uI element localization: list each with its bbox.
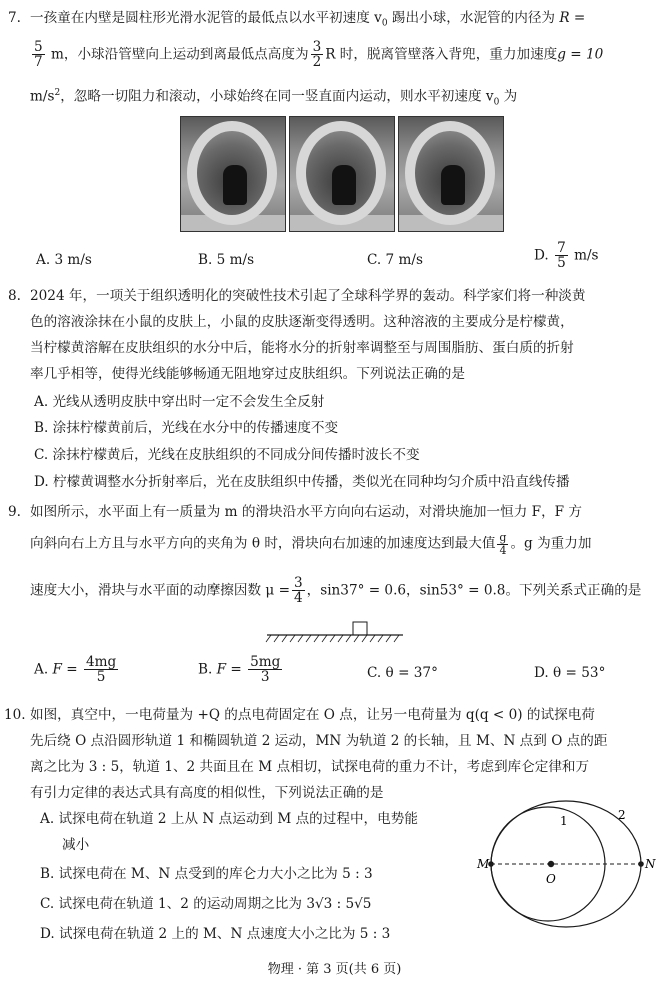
option-a[interactable]: A. 试探电荷在轨道 2 上从 N 点运动到 M 点的过程中，电势能: [40, 811, 418, 827]
question-number: 10.: [4, 707, 26, 723]
fraction: $\frac{4mg}{5}$: [85, 654, 117, 686]
question-text-line: 一孩童在内壁是圆柱形光滑水泥管的最低点以水平初速度 $v_0$ 踢出小球，水泥管的内径为 R =: [30, 10, 586, 29]
slider-block: [353, 622, 367, 635]
question-text-line: 率几乎相等，使得光线能够畅通无阻地穿过皮肤组织。下列说法正确的是: [30, 366, 465, 382]
question-text-line: 2024 年，一项关于组织透明化的突破性技术引起了全球科学界的轰动。科学家们将一种淡黄: [30, 288, 586, 304]
point-o: [548, 861, 554, 867]
question-number: 7.: [8, 10, 21, 26]
option-d[interactable]: D. 试探电荷在轨道 2 上的 M、N 点速度大小之比为 5 : 3: [40, 926, 391, 942]
orbit-diagram: [474, 796, 666, 938]
label-o: O: [546, 872, 556, 886]
question-text-line: 当柠檬黄溶解在皮肤组织的水分中后，能将水分的折射率调整至与周围脂肪、蛋白质的折射: [30, 340, 574, 356]
question-text-line: 离之比为 3 : 5，轨道 1、2 共面且在 M 点相切，试探电荷的重力不计，考虑到库仑定律和万: [30, 759, 590, 775]
photo-kid-in-pipe: [398, 116, 504, 232]
option-c[interactable]: C. θ = 37°: [367, 665, 438, 681]
fraction: $\frac{5mg}{3}$: [250, 654, 281, 686]
fraction: $\frac{5}{7}$: [34, 39, 43, 71]
question-text-line: 有引力定律的表达式具有高度的相似性，下列说法正确的是: [30, 785, 384, 801]
fraction: $\frac{3}{2}$: [312, 39, 322, 71]
question-text-line: 速度大小，滑块与水平面的动摩擦因数 μ = $\frac{3}{4}$ ，sin37° = 0.6，sin53° = 0.8。下列关系式正确的是: [30, 575, 642, 607]
photo-kid-in-pipe: [289, 116, 395, 232]
page-footer: 物理 · 第 3 页(共 6 页): [267, 962, 402, 977]
option-b[interactable]: B. 试探电荷在 M、N 点受到的库仑力大小之比为 5 : 3: [40, 866, 373, 882]
block-on-surface-diagram: [265, 618, 405, 646]
option-c[interactable]: C. 试探电荷在轨道 1、2 的运动周期之比为 3√3 : 5√5: [40, 896, 372, 912]
label-m: M: [477, 857, 490, 871]
question-number: 8.: [8, 288, 21, 304]
option-a[interactable]: A. 光线从透明皮肤中穿出时一定不会发生全反射: [34, 394, 325, 410]
option-a-continued: 减小: [62, 837, 90, 853]
question-text-line: $\frac{5}{7}$ m，小球沿管壁向上运动到离最低点高度为 $\frac{3}{2}$ R 时，脱离管壁落入背兜，重力加速度g = 10: [34, 39, 604, 71]
option-a[interactable]: A. F = $\frac{4mg}{5}$: [34, 654, 117, 686]
fraction: $\frac{3}{4}$: [293, 575, 303, 607]
option-c[interactable]: C. 7 m/s: [367, 252, 423, 268]
option-b[interactable]: B. 涂抹柠檬黄前后，光线在水分中的传播速度不变: [34, 420, 339, 436]
label-n: N: [645, 857, 656, 871]
ground-hatching: [266, 635, 399, 642]
question-text-line: 色的溶液涂抹在小鼠的皮肤上，小鼠的皮肤逐渐变得透明。这种溶液的主要成分是柠檬黄，: [30, 314, 574, 330]
point-n: [638, 861, 644, 867]
question-text-line: 如图所示，水平面上有一质量为 m 的滑块沿水平方向向右运动，对滑块施加一恒力 F，F 方: [30, 504, 583, 520]
question-text-line: 先后绕 O 点沿圆形轨道 1 和椭圆轨道 2 运动，MN 为轨道 2 的长轴，且 M、N 点到 O 点的距: [30, 733, 608, 749]
option-d[interactable]: D. θ = 53°: [534, 665, 606, 681]
question-text-line: $m/s^2$，忽略一切阻力和滚动，小球始终在同一竖直面内运动，则水平初速度 $v_0$ 为: [30, 88, 518, 108]
option-b[interactable]: B. F = $\frac{5mg}{3}$: [198, 654, 281, 686]
photo-kid-in-pipe: [180, 116, 286, 232]
option-a[interactable]: A. 3 m/s: [36, 252, 92, 268]
fraction: $\frac{g}{4}$: [499, 531, 507, 557]
question-text-line: 向斜向右上方且与水平方向的夹角为 θ 时，滑块向右加速的加速度达到最大值 $\frac{g}{4}$ 。g 为重力加: [30, 531, 592, 557]
question-text-line: 如图，真空中，一电荷量为 +Q 的点电荷固定在 O 点，让另一电荷量为 q(q < 0) 的试探电荷: [30, 707, 595, 723]
label-orbit-2: 2: [618, 808, 626, 822]
option-d[interactable]: D. 柠檬黄调整水分折射率后，光在皮肤组织中传播，类似光在同种均匀介质中沿直线传播: [34, 474, 570, 490]
label-orbit-1: 1: [560, 814, 568, 828]
option-c[interactable]: C. 涂抹柠檬黄后，光线在皮肤组织的不同成分间传播时波长不变: [34, 447, 420, 463]
option-d[interactable]: D. $\frac{7}{5}$ m/s: [534, 240, 599, 272]
fraction: $\frac{7}{5}$: [557, 240, 566, 272]
option-b[interactable]: B. 5 m/s: [198, 252, 255, 268]
question-number: 9.: [8, 504, 21, 520]
